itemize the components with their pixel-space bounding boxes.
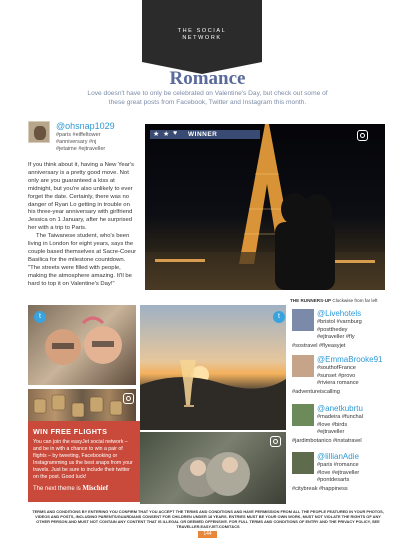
avatar	[292, 452, 314, 474]
photo-credit	[290, 298, 378, 303]
tag-line: #love #birds	[317, 421, 348, 428]
intro-text: Love doesn't have to only be celebrated on Valentine's Day, but check out some of these great posts from Facebook, Twitter and Instagram this month.	[87, 90, 328, 106]
article-paragraph: The Taiwanese student, who's been living in London for eight years, says the couple based themselves at Sacre-Coeur Basilica for the milestone countdown. "The streets were filled with people, making the atmosphere amazing. It'll be hard to top it on Valentine's Day!"	[28, 233, 137, 287]
post-handle[interactable]: @lillianAdie	[317, 452, 359, 461]
article-paragraph: If you think about it, having a New Year's anniversary is a pretty good move. Not only are you guaranteed a kiss at midnight, but you're also unlikely to ever forget the date. Certainly, there was no danger of Ryan Lo getting in trouble on his three-year anniversary with girlfriend Jessica on 1 January, after he surprised her with a trip to Paris.	[28, 162, 134, 232]
avatar	[292, 355, 314, 377]
star-icon: ★	[153, 131, 160, 138]
competition-body: You can join the easyJet social network – and be in with a chance to win a pair of flights – by tweeting, Facebooking or Instagramming us the best snaps from your travels. Just be sure to include their twitter on the post. Good luck!	[33, 439, 133, 480]
page-number: 144	[198, 531, 217, 538]
main-post-handle[interactable]: @ohsnap1029	[56, 121, 115, 131]
credit-text: Clockwise from far left	[332, 298, 378, 303]
instagram-icon	[357, 130, 368, 141]
post-tags	[317, 365, 359, 388]
post-handle[interactable]: @Livehotels	[317, 309, 362, 318]
competition-box	[28, 421, 140, 502]
tag-line: #ejtraveller	[317, 429, 345, 435]
twitter-icon: t	[34, 311, 46, 323]
tag-line: #riviera romance	[317, 380, 359, 386]
tag-line: #pontdesarts	[317, 477, 350, 483]
tag-line: #jetaime #ejtraveller	[56, 146, 106, 152]
tag-line: #southofFrance	[317, 365, 356, 371]
post-tags-tail: #jardimbotanico #instatravel	[292, 438, 362, 444]
article-body	[28, 162, 138, 289]
avatar	[292, 309, 314, 331]
post-handle[interactable]: @EmmaBrooke91	[317, 355, 383, 364]
theme-value: Mischief	[82, 484, 109, 492]
tag-line: #postthedey	[317, 326, 348, 333]
eiffel-tower-photo	[145, 124, 385, 290]
monkeys-photo	[140, 432, 286, 504]
tag-line: #ejtraveller #fly	[317, 334, 355, 340]
tag-line: #anniversary #nj	[56, 139, 97, 145]
terms-and-conditions: TERMS AND CONDITIONS BY ENTERING YOU CONFIRM THAT YOU ACCEPT THE TERMS AND CONDITIONS AND HAVE PERMISSION FROM ALL THE PEOPLE FEATURED IN YOUR PHOTOS, VIDEOS AND POSTS, INCLUDING PARENTS/GUARDIANS CONSENT FOR CHILDREN UNDER 18 YEARS. ENTRIES MUST BE YOUR OWN WORK, MUST NOT VIOLATE THE RIGHTS OF ANY OTHER PERSON AND MUST NOT CONTAIN ANY CONTENT THAT IS ILLEGAL OR DEEMED OFFENSIVE. FOR FULL TERMS AND CONDITIONS OF ENTRY AND THE PRIVACY POLICY, SEE TRAVELLER.EASYJET.COM/T&CS	[32, 509, 384, 529]
heart-icon: ♥	[173, 130, 178, 137]
section-line2: NETWORK	[182, 35, 222, 41]
tag-line: #paris #romance	[317, 462, 359, 468]
tag-line: #paris #eiffeltower	[56, 132, 101, 138]
post-tags	[317, 414, 363, 437]
post-handle[interactable]: @anetkubrtu	[317, 404, 363, 413]
tag-line: #madeira #funchal	[317, 414, 364, 420]
post-tags-tail: #sostravel #flyeasyjet	[292, 343, 346, 349]
main-post-tags	[56, 132, 105, 153]
competition-heading: WIN FREE FLIGHTS	[33, 427, 108, 436]
theme-prefix: The next theme is	[33, 486, 81, 492]
winner-banner	[150, 130, 260, 139]
post-tags	[317, 319, 362, 342]
avatar	[292, 404, 314, 426]
tag-line: #love #ejtraveller	[317, 469, 360, 476]
post-tags	[317, 462, 359, 485]
credit-bold: THE RUNNERS-UP	[290, 298, 332, 303]
star-icon: ★	[163, 131, 170, 138]
page-title: Romance	[169, 68, 246, 89]
instagram-icon	[123, 393, 134, 404]
tag-line: #bristol #varnburg	[317, 319, 362, 325]
section-tab	[142, 0, 262, 62]
instagram-icon	[270, 436, 281, 447]
post-tags-tail: #citybreak #happiness	[292, 486, 348, 492]
competition-theme	[33, 484, 135, 492]
section-line1: THE SOCIAL	[177, 28, 227, 34]
post-tags-tail: #adventureiscalling	[292, 389, 340, 395]
sunset-champagne-photo	[140, 305, 286, 430]
avatar	[28, 121, 50, 143]
winner-label: WINNER	[188, 131, 218, 138]
twitter-icon: t	[273, 311, 285, 323]
tag-line: #sunset #provo	[317, 372, 356, 379]
